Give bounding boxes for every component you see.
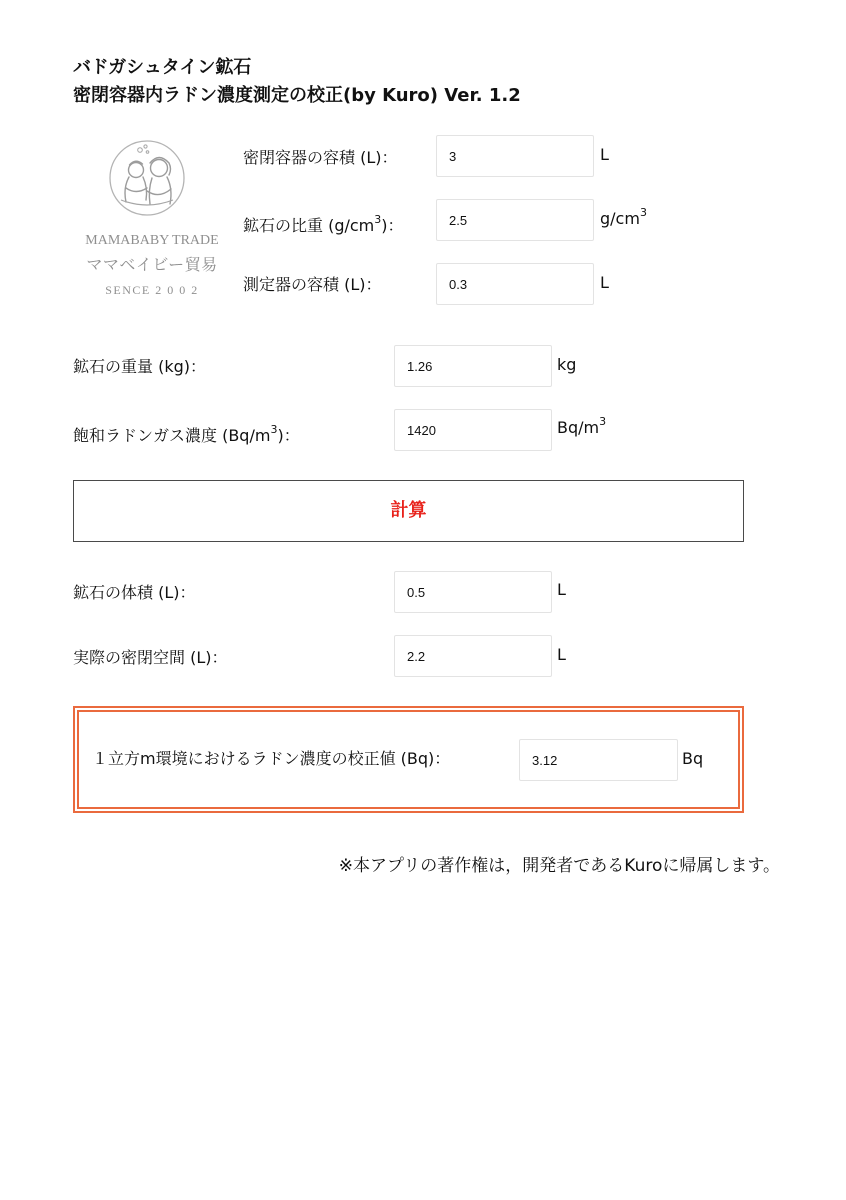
actual-sealed-space-label: 実際の密閉空間 (L)：	[73, 648, 228, 667]
calibrated-value-output[interactable]	[519, 739, 678, 781]
ore-weight-unit: kg	[557, 355, 577, 374]
logo-since: SENCE 2 0 0 2	[105, 283, 199, 297]
baby-figure	[125, 161, 147, 202]
calibrated-value-label: １立方m環境におけるラドン濃度の校正値 (Bq)：	[92, 749, 451, 768]
saturated-concentration-label-end: )：	[277, 426, 300, 445]
specific-gravity-input[interactable]	[436, 199, 594, 241]
copyright-notice: ※本アプリの著作権は，開発者であるKuroに帰属します。	[338, 856, 780, 876]
calculate-button[interactable]	[73, 480, 744, 542]
saturated-concentration-unit	[557, 415, 607, 438]
logo-name-ja: ママベイビー貿易	[86, 255, 218, 274]
bubbles	[138, 145, 149, 153]
actual-sealed-space-unit: L	[557, 645, 566, 664]
specific-gravity-unit	[600, 206, 647, 229]
mother-figure	[147, 158, 171, 205]
ore-volume-unit: L	[557, 580, 566, 599]
specific-gravity-unit-text: g/cm	[600, 209, 640, 228]
ore-volume-label: 鉱石の体積 (L)：	[73, 583, 196, 602]
app-subtitle: 密閉容器内ラドン濃度測定の校正(by Kuro) Ver. 1.2	[73, 85, 521, 106]
logo-name-en: MAMABABY TRADE	[85, 233, 219, 248]
ore-weight-input[interactable]	[394, 345, 552, 387]
calculate-button-label: 計算	[390, 500, 427, 521]
ore-weight-label: 鉱石の重量 (kg)：	[73, 357, 206, 376]
container-volume-label: 密閉容器の容積 (L)：	[243, 148, 398, 167]
saturated-concentration-input[interactable]	[394, 409, 552, 451]
app-title: バドガシュタイン鉱石	[73, 57, 252, 78]
container-volume-unit: L	[600, 145, 609, 164]
meter-volume-input[interactable]	[436, 263, 594, 305]
meter-volume-unit: L	[600, 273, 609, 292]
actual-sealed-space-output[interactable]	[394, 635, 552, 677]
emblem-base	[121, 200, 173, 205]
calibrated-value-box	[73, 706, 744, 813]
mamababy-trade-emblem-icon	[107, 139, 187, 217]
specific-gravity-label-superscript: 3	[374, 213, 382, 226]
saturated-concentration-label-superscript: 3	[270, 423, 278, 436]
meter-volume-label: 測定器の容積 (L)：	[243, 275, 382, 294]
saturated-concentration-unit-text: Bq/m	[557, 418, 600, 437]
emblem-ring	[110, 141, 184, 215]
ore-volume-output[interactable]	[394, 571, 552, 613]
calibrated-value-unit: Bq	[682, 749, 704, 768]
saturated-concentration-label	[73, 423, 300, 446]
specific-gravity-unit-superscript: 3	[639, 206, 647, 219]
specific-gravity-label-end: )：	[381, 216, 404, 235]
saturated-concentration-unit-superscript: 3	[599, 415, 607, 428]
specific-gravity-label	[243, 213, 404, 236]
saturated-concentration-label-text: 飽和ラドンガス濃度 (Bq/m	[73, 426, 271, 445]
container-volume-input[interactable]	[436, 135, 594, 177]
specific-gravity-label-text: 鉱石の比重 (g/cm	[243, 216, 375, 235]
